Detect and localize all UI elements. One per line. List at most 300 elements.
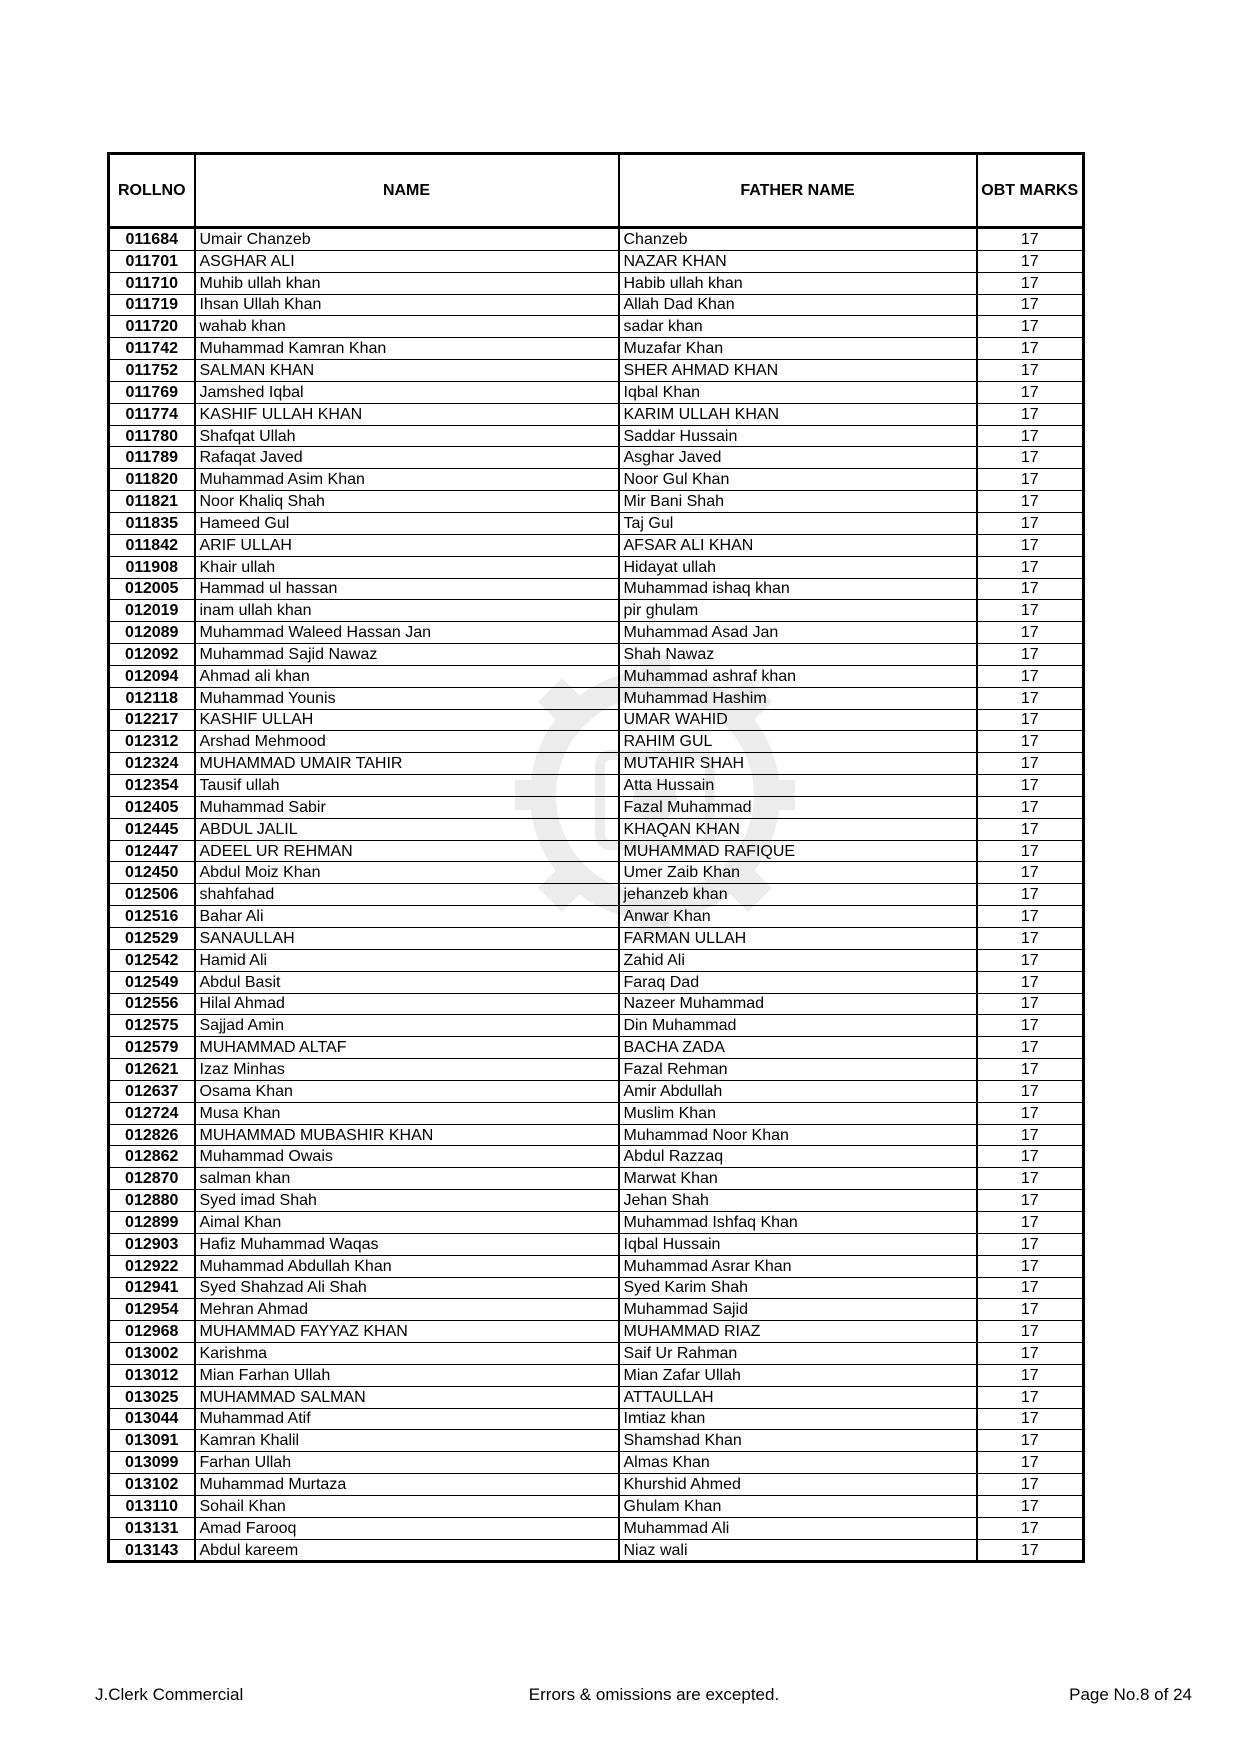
table-header-row bbox=[109, 154, 1084, 228]
footer-page-number: Page No.8 of 24 bbox=[1069, 1685, 1192, 1704]
cell-rollno: 011820 bbox=[109, 469, 195, 491]
cell-father-name: Muhammad Asrar Khan bbox=[619, 1255, 977, 1277]
cell-obt-marks: 17 bbox=[977, 534, 1084, 556]
header-father-name: FATHER NAME bbox=[619, 154, 977, 228]
cell-name: Abdul Moiz Khan bbox=[195, 862, 619, 884]
cell-father-name: Taj Gul bbox=[619, 512, 977, 534]
header-obt-marks: OBT MARKS bbox=[977, 154, 1084, 228]
table-row bbox=[109, 775, 1084, 797]
cell-father-name: MUHAMMAD RIAZ bbox=[619, 1321, 977, 1343]
cell-father-name: Marwat Khan bbox=[619, 1168, 977, 1190]
cell-name: Syed Shahzad Ali Shah bbox=[195, 1277, 619, 1299]
cell-father-name: Asghar Javed bbox=[619, 447, 977, 469]
cell-obt-marks: 17 bbox=[977, 1517, 1084, 1539]
cell-name: Muhammad Sajid Nawaz bbox=[195, 644, 619, 666]
cell-father-name: Jehan Shah bbox=[619, 1190, 977, 1212]
cell-rollno: 012354 bbox=[109, 775, 195, 797]
table-row bbox=[109, 1321, 1084, 1343]
header-rollno: ROLLNO bbox=[109, 154, 195, 228]
cell-rollno: 012445 bbox=[109, 818, 195, 840]
cell-father-name: Iqbal Khan bbox=[619, 381, 977, 403]
cell-rollno: 013044 bbox=[109, 1408, 195, 1430]
cell-name: Umair Chanzeb bbox=[195, 228, 619, 251]
cell-name: Muhammad Abdullah Khan bbox=[195, 1255, 619, 1277]
cell-obt-marks: 17 bbox=[977, 578, 1084, 600]
table-row bbox=[109, 906, 1084, 928]
cell-father-name: Mir Bani Shah bbox=[619, 491, 977, 513]
cell-father-name: Fazal Rehman bbox=[619, 1059, 977, 1081]
table-row bbox=[109, 360, 1084, 382]
cell-rollno: 011774 bbox=[109, 403, 195, 425]
cell-name: Arshad Mehmood bbox=[195, 731, 619, 753]
cell-rollno: 012019 bbox=[109, 600, 195, 622]
cell-rollno: 011835 bbox=[109, 512, 195, 534]
cell-obt-marks: 17 bbox=[977, 862, 1084, 884]
table-row bbox=[109, 338, 1084, 360]
cell-obt-marks: 17 bbox=[977, 1474, 1084, 1496]
cell-obt-marks: 17 bbox=[977, 1080, 1084, 1102]
cell-name: Osama Khan bbox=[195, 1080, 619, 1102]
table-row bbox=[109, 1364, 1084, 1386]
cell-obt-marks: 17 bbox=[977, 709, 1084, 731]
cell-rollno: 013002 bbox=[109, 1343, 195, 1365]
cell-obt-marks: 17 bbox=[977, 1539, 1084, 1562]
table-row bbox=[109, 1255, 1084, 1277]
cell-father-name: Muhammad Ali bbox=[619, 1517, 977, 1539]
cell-name: Muhammad Asim Khan bbox=[195, 469, 619, 491]
cell-name: Hafiz Muhammad Waqas bbox=[195, 1233, 619, 1255]
cell-obt-marks: 17 bbox=[977, 884, 1084, 906]
cell-father-name: Ghulam Khan bbox=[619, 1495, 977, 1517]
cell-father-name: Muhammad Ishfaq Khan bbox=[619, 1211, 977, 1233]
cell-rollno: 012005 bbox=[109, 578, 195, 600]
cell-obt-marks: 17 bbox=[977, 381, 1084, 403]
cell-father-name: Habib ullah khan bbox=[619, 272, 977, 294]
table-row bbox=[109, 491, 1084, 513]
cell-father-name: Saif Ur Rahman bbox=[619, 1343, 977, 1365]
table-row bbox=[109, 862, 1084, 884]
cell-father-name: Muhammad Hashim bbox=[619, 687, 977, 709]
cell-father-name: ATTAULLAH bbox=[619, 1386, 977, 1408]
cell-name: Abdul kareem bbox=[195, 1539, 619, 1562]
table-row bbox=[109, 1474, 1084, 1496]
cell-obt-marks: 17 bbox=[977, 665, 1084, 687]
cell-name: Rafaqat Javed bbox=[195, 447, 619, 469]
table-row bbox=[109, 753, 1084, 775]
cell-name: Abdul Basit bbox=[195, 971, 619, 993]
table-row bbox=[109, 316, 1084, 338]
cell-name: shahfahad bbox=[195, 884, 619, 906]
table-row bbox=[109, 228, 1084, 251]
cell-rollno: 012724 bbox=[109, 1102, 195, 1124]
cell-rollno: 012516 bbox=[109, 906, 195, 928]
cell-father-name: Iqbal Hussain bbox=[619, 1233, 977, 1255]
cell-rollno: 012880 bbox=[109, 1190, 195, 1212]
cell-name: MUHAMMAD UMAIR TAHIR bbox=[195, 753, 619, 775]
cell-rollno: 011821 bbox=[109, 491, 195, 513]
cell-father-name: AFSAR ALI KHAN bbox=[619, 534, 977, 556]
table-row bbox=[109, 1452, 1084, 1474]
table-row bbox=[109, 1168, 1084, 1190]
cell-rollno: 012637 bbox=[109, 1080, 195, 1102]
table-row bbox=[109, 1517, 1084, 1539]
table-row bbox=[109, 1277, 1084, 1299]
table-row bbox=[109, 1080, 1084, 1102]
cell-name: Kamran Khalil bbox=[195, 1430, 619, 1452]
table-row bbox=[109, 665, 1084, 687]
cell-rollno: 013102 bbox=[109, 1474, 195, 1496]
cell-name: Ihsan Ullah Khan bbox=[195, 294, 619, 316]
cell-obt-marks: 17 bbox=[977, 687, 1084, 709]
cell-rollno: 013131 bbox=[109, 1517, 195, 1539]
cell-father-name: Allah Dad Khan bbox=[619, 294, 977, 316]
cell-obt-marks: 17 bbox=[977, 1124, 1084, 1146]
cell-rollno: 012549 bbox=[109, 971, 195, 993]
cell-obt-marks: 17 bbox=[977, 906, 1084, 928]
cell-father-name: Imtiaz khan bbox=[619, 1408, 977, 1430]
cell-name: Sajjad Amin bbox=[195, 1015, 619, 1037]
table-row bbox=[109, 1102, 1084, 1124]
cell-obt-marks: 17 bbox=[977, 1211, 1084, 1233]
table-row bbox=[109, 1124, 1084, 1146]
table-row bbox=[109, 1299, 1084, 1321]
cell-obt-marks: 17 bbox=[977, 1255, 1084, 1277]
table-row bbox=[109, 447, 1084, 469]
cell-rollno: 012324 bbox=[109, 753, 195, 775]
cell-father-name: BACHA ZADA bbox=[619, 1037, 977, 1059]
cell-rollno: 011719 bbox=[109, 294, 195, 316]
cell-obt-marks: 17 bbox=[977, 491, 1084, 513]
cell-rollno: 012922 bbox=[109, 1255, 195, 1277]
cell-father-name: Almas Khan bbox=[619, 1452, 977, 1474]
cell-rollno: 011720 bbox=[109, 316, 195, 338]
cell-obt-marks: 17 bbox=[977, 928, 1084, 950]
table-row bbox=[109, 687, 1084, 709]
table-row bbox=[109, 403, 1084, 425]
cell-obt-marks: 17 bbox=[977, 840, 1084, 862]
cell-name: ASGHAR ALI bbox=[195, 250, 619, 272]
cell-name: Muhammad Kamran Khan bbox=[195, 338, 619, 360]
table-row bbox=[109, 1015, 1084, 1037]
table-row bbox=[109, 884, 1084, 906]
cell-name: Aimal Khan bbox=[195, 1211, 619, 1233]
cell-obt-marks: 17 bbox=[977, 469, 1084, 491]
cell-rollno: 012870 bbox=[109, 1168, 195, 1190]
cell-name: Muhib ullah khan bbox=[195, 272, 619, 294]
cell-obt-marks: 17 bbox=[977, 1386, 1084, 1408]
cell-obt-marks: 17 bbox=[977, 1408, 1084, 1430]
cell-father-name: Muzafar Khan bbox=[619, 338, 977, 360]
cell-father-name: sadar khan bbox=[619, 316, 977, 338]
cell-rollno: 011742 bbox=[109, 338, 195, 360]
table-row bbox=[109, 534, 1084, 556]
cell-rollno: 012941 bbox=[109, 1277, 195, 1299]
cell-name: wahab khan bbox=[195, 316, 619, 338]
cell-father-name: SHER AHMAD KHAN bbox=[619, 360, 977, 382]
table-row bbox=[109, 578, 1084, 600]
table-row bbox=[109, 993, 1084, 1015]
cell-father-name: Noor Gul Khan bbox=[619, 469, 977, 491]
footer-left: J.Clerk Commercial bbox=[95, 1685, 244, 1704]
table-row bbox=[109, 818, 1084, 840]
cell-obt-marks: 17 bbox=[977, 1364, 1084, 1386]
cell-obt-marks: 17 bbox=[977, 1059, 1084, 1081]
cell-rollno: 012575 bbox=[109, 1015, 195, 1037]
cell-father-name: Nazeer Muhammad bbox=[619, 993, 977, 1015]
cell-name: salman khan bbox=[195, 1168, 619, 1190]
cell-rollno: 012621 bbox=[109, 1059, 195, 1081]
cell-obt-marks: 17 bbox=[977, 1495, 1084, 1517]
cell-rollno: 011769 bbox=[109, 381, 195, 403]
cell-rollno: 012542 bbox=[109, 949, 195, 971]
cell-father-name: KHAQAN KHAN bbox=[619, 818, 977, 840]
table-row bbox=[109, 1037, 1084, 1059]
cell-obt-marks: 17 bbox=[977, 1146, 1084, 1168]
cell-name: Shafqat Ullah bbox=[195, 425, 619, 447]
cell-father-name: Atta Hussain bbox=[619, 775, 977, 797]
cell-obt-marks: 17 bbox=[977, 294, 1084, 316]
cell-rollno: 012529 bbox=[109, 928, 195, 950]
cell-father-name: RAHIM GUL bbox=[619, 731, 977, 753]
table-row bbox=[109, 971, 1084, 993]
cell-father-name: Mian Zafar Ullah bbox=[619, 1364, 977, 1386]
cell-rollno: 011701 bbox=[109, 250, 195, 272]
table-row bbox=[109, 250, 1084, 272]
cell-obt-marks: 17 bbox=[977, 556, 1084, 578]
cell-obt-marks: 17 bbox=[977, 403, 1084, 425]
cell-rollno: 012447 bbox=[109, 840, 195, 862]
cell-rollno: 013099 bbox=[109, 1452, 195, 1474]
cell-name: Ahmad ali khan bbox=[195, 665, 619, 687]
cell-father-name: Zahid Ali bbox=[619, 949, 977, 971]
table-row bbox=[109, 928, 1084, 950]
cell-obt-marks: 17 bbox=[977, 1452, 1084, 1474]
cell-father-name: Muhammad Noor Khan bbox=[619, 1124, 977, 1146]
cell-obt-marks: 17 bbox=[977, 425, 1084, 447]
cell-obt-marks: 17 bbox=[977, 971, 1084, 993]
cell-father-name: Muslim Khan bbox=[619, 1102, 977, 1124]
cell-obt-marks: 17 bbox=[977, 316, 1084, 338]
cell-father-name: Shamshad Khan bbox=[619, 1430, 977, 1452]
cell-father-name: Syed Karim Shah bbox=[619, 1277, 977, 1299]
cell-name: Izaz Minhas bbox=[195, 1059, 619, 1081]
cell-name: SALMAN KHAN bbox=[195, 360, 619, 382]
cell-obt-marks: 17 bbox=[977, 775, 1084, 797]
cell-rollno: 011780 bbox=[109, 425, 195, 447]
cell-father-name: UMAR WAHID bbox=[619, 709, 977, 731]
cell-obt-marks: 17 bbox=[977, 753, 1084, 775]
cell-father-name: Abdul Razzaq bbox=[619, 1146, 977, 1168]
cell-rollno: 011908 bbox=[109, 556, 195, 578]
cell-rollno: 012092 bbox=[109, 644, 195, 666]
cell-rollno: 011789 bbox=[109, 447, 195, 469]
footer-center: Errors & omissions are excepted. bbox=[528, 1685, 780, 1704]
cell-obt-marks: 17 bbox=[977, 1299, 1084, 1321]
cell-rollno: 012826 bbox=[109, 1124, 195, 1146]
cell-obt-marks: 17 bbox=[977, 993, 1084, 1015]
cell-name: ARIF ULLAH bbox=[195, 534, 619, 556]
cell-father-name: Niaz wali bbox=[619, 1539, 977, 1562]
table-row bbox=[109, 1343, 1084, 1365]
table-row bbox=[109, 294, 1084, 316]
cell-name: Jamshed Iqbal bbox=[195, 381, 619, 403]
cell-name: SANAULLAH bbox=[195, 928, 619, 950]
cell-name: Musa Khan bbox=[195, 1102, 619, 1124]
cell-father-name: FARMAN ULLAH bbox=[619, 928, 977, 950]
cell-name: MUHAMMAD SALMAN bbox=[195, 1386, 619, 1408]
cell-rollno: 012450 bbox=[109, 862, 195, 884]
cell-obt-marks: 17 bbox=[977, 731, 1084, 753]
cell-name: Tausif ullah bbox=[195, 775, 619, 797]
cell-name: Muhammad Younis bbox=[195, 687, 619, 709]
cell-name: Karishma bbox=[195, 1343, 619, 1365]
cell-obt-marks: 17 bbox=[977, 228, 1084, 251]
cell-obt-marks: 17 bbox=[977, 360, 1084, 382]
table-row bbox=[109, 709, 1084, 731]
table-row bbox=[109, 731, 1084, 753]
cell-father-name: Din Muhammad bbox=[619, 1015, 977, 1037]
table-row bbox=[109, 796, 1084, 818]
cell-name: Noor Khaliq Shah bbox=[195, 491, 619, 513]
cell-rollno: 011710 bbox=[109, 272, 195, 294]
cell-rollno: 012968 bbox=[109, 1321, 195, 1343]
table-row bbox=[109, 425, 1084, 447]
cell-father-name: Fazal Muhammad bbox=[619, 796, 977, 818]
cell-name: Hammad ul hassan bbox=[195, 578, 619, 600]
table-row bbox=[109, 272, 1084, 294]
cell-name: KASHIF ULLAH bbox=[195, 709, 619, 731]
cell-name: inam ullah khan bbox=[195, 600, 619, 622]
cell-name: Syed imad Shah bbox=[195, 1190, 619, 1212]
cell-rollno: 013025 bbox=[109, 1386, 195, 1408]
cell-rollno: 012089 bbox=[109, 622, 195, 644]
table-row bbox=[109, 381, 1084, 403]
cell-rollno: 012556 bbox=[109, 993, 195, 1015]
cell-father-name: Saddar Hussain bbox=[619, 425, 977, 447]
cell-rollno: 012899 bbox=[109, 1211, 195, 1233]
cell-father-name: KARIM ULLAH KHAN bbox=[619, 403, 977, 425]
cell-name: Muhammad Owais bbox=[195, 1146, 619, 1168]
cell-obt-marks: 17 bbox=[977, 818, 1084, 840]
cell-father-name: Faraq Dad bbox=[619, 971, 977, 993]
cell-name: Mehran Ahmad bbox=[195, 1299, 619, 1321]
cell-rollno: 013110 bbox=[109, 1495, 195, 1517]
table-row bbox=[109, 1059, 1084, 1081]
cell-father-name: Muhammad ishaq khan bbox=[619, 578, 977, 600]
cell-name: Khair ullah bbox=[195, 556, 619, 578]
cell-obt-marks: 17 bbox=[977, 622, 1084, 644]
table-row bbox=[109, 949, 1084, 971]
table-row bbox=[109, 1386, 1084, 1408]
cell-rollno: 012217 bbox=[109, 709, 195, 731]
cell-name: Sohail Khan bbox=[195, 1495, 619, 1517]
cell-obt-marks: 17 bbox=[977, 949, 1084, 971]
cell-obt-marks: 17 bbox=[977, 272, 1084, 294]
cell-rollno: 013143 bbox=[109, 1539, 195, 1562]
cell-obt-marks: 17 bbox=[977, 338, 1084, 360]
table-row bbox=[109, 469, 1084, 491]
cell-rollno: 011684 bbox=[109, 228, 195, 251]
cell-obt-marks: 17 bbox=[977, 1233, 1084, 1255]
cell-father-name: MUHAMMAD RAFIQUE bbox=[619, 840, 977, 862]
table-row bbox=[109, 1233, 1084, 1255]
cell-name: Muhammad Atif bbox=[195, 1408, 619, 1430]
cell-father-name: Muhammad Asad Jan bbox=[619, 622, 977, 644]
cell-name: Mian Farhan Ullah bbox=[195, 1364, 619, 1386]
cell-father-name: Hidayat ullah bbox=[619, 556, 977, 578]
cell-father-name: Chanzeb bbox=[619, 228, 977, 251]
table-row bbox=[109, 600, 1084, 622]
cell-name: Muhammad Sabir bbox=[195, 796, 619, 818]
cell-father-name: MUTAHIR SHAH bbox=[619, 753, 977, 775]
cell-obt-marks: 17 bbox=[977, 644, 1084, 666]
table-row bbox=[109, 1146, 1084, 1168]
cell-obt-marks: 17 bbox=[977, 447, 1084, 469]
cell-rollno: 012862 bbox=[109, 1146, 195, 1168]
cell-name: MUHAMMAD ALTAF bbox=[195, 1037, 619, 1059]
cell-obt-marks: 17 bbox=[977, 1015, 1084, 1037]
cell-rollno: 012954 bbox=[109, 1299, 195, 1321]
table-row bbox=[109, 1495, 1084, 1517]
cell-name: Muhammad Waleed Hassan Jan bbox=[195, 622, 619, 644]
cell-obt-marks: 17 bbox=[977, 600, 1084, 622]
cell-name: ABDUL JALIL bbox=[195, 818, 619, 840]
cell-name: Bahar Ali bbox=[195, 906, 619, 928]
table-row bbox=[109, 512, 1084, 534]
cell-rollno: 012094 bbox=[109, 665, 195, 687]
cell-father-name: NAZAR KHAN bbox=[619, 250, 977, 272]
table-row bbox=[109, 1539, 1084, 1562]
table-row bbox=[109, 622, 1084, 644]
cell-obt-marks: 17 bbox=[977, 1168, 1084, 1190]
cell-name: Muhammad Murtaza bbox=[195, 1474, 619, 1496]
cell-obt-marks: 17 bbox=[977, 1343, 1084, 1365]
cell-father-name: Muhammad Sajid bbox=[619, 1299, 977, 1321]
cell-obt-marks: 17 bbox=[977, 1321, 1084, 1343]
cell-rollno: 012903 bbox=[109, 1233, 195, 1255]
cell-name: ADEEL UR REHMAN bbox=[195, 840, 619, 862]
cell-obt-marks: 17 bbox=[977, 1277, 1084, 1299]
cell-rollno: 012506 bbox=[109, 884, 195, 906]
cell-father-name: Shah Nawaz bbox=[619, 644, 977, 666]
cell-name: Hameed Gul bbox=[195, 512, 619, 534]
cell-obt-marks: 17 bbox=[977, 512, 1084, 534]
cell-rollno: 011752 bbox=[109, 360, 195, 382]
cell-father-name: Muhammad ashraf khan bbox=[619, 665, 977, 687]
cell-father-name: Khurshid Ahmed bbox=[619, 1474, 977, 1496]
table-row bbox=[109, 1190, 1084, 1212]
table-row bbox=[109, 1408, 1084, 1430]
cell-father-name: Umer Zaib Khan bbox=[619, 862, 977, 884]
cell-rollno: 012312 bbox=[109, 731, 195, 753]
cell-name: Hamid Ali bbox=[195, 949, 619, 971]
cell-name: Farhan Ullah bbox=[195, 1452, 619, 1474]
cell-obt-marks: 17 bbox=[977, 1037, 1084, 1059]
cell-name: MUHAMMAD FAYYAZ KHAN bbox=[195, 1321, 619, 1343]
cell-father-name: jehanzeb khan bbox=[619, 884, 977, 906]
cell-rollno: 012405 bbox=[109, 796, 195, 818]
table-row bbox=[109, 556, 1084, 578]
cell-name: KASHIF ULLAH KHAN bbox=[195, 403, 619, 425]
cell-obt-marks: 17 bbox=[977, 1430, 1084, 1452]
table-row bbox=[109, 1211, 1084, 1233]
cell-name: Hilal Ahmad bbox=[195, 993, 619, 1015]
cell-obt-marks: 17 bbox=[977, 796, 1084, 818]
cell-rollno: 013012 bbox=[109, 1364, 195, 1386]
cell-rollno: 012579 bbox=[109, 1037, 195, 1059]
cell-father-name: Amir Abdullah bbox=[619, 1080, 977, 1102]
cell-name: MUHAMMAD MUBASHIR KHAN bbox=[195, 1124, 619, 1146]
